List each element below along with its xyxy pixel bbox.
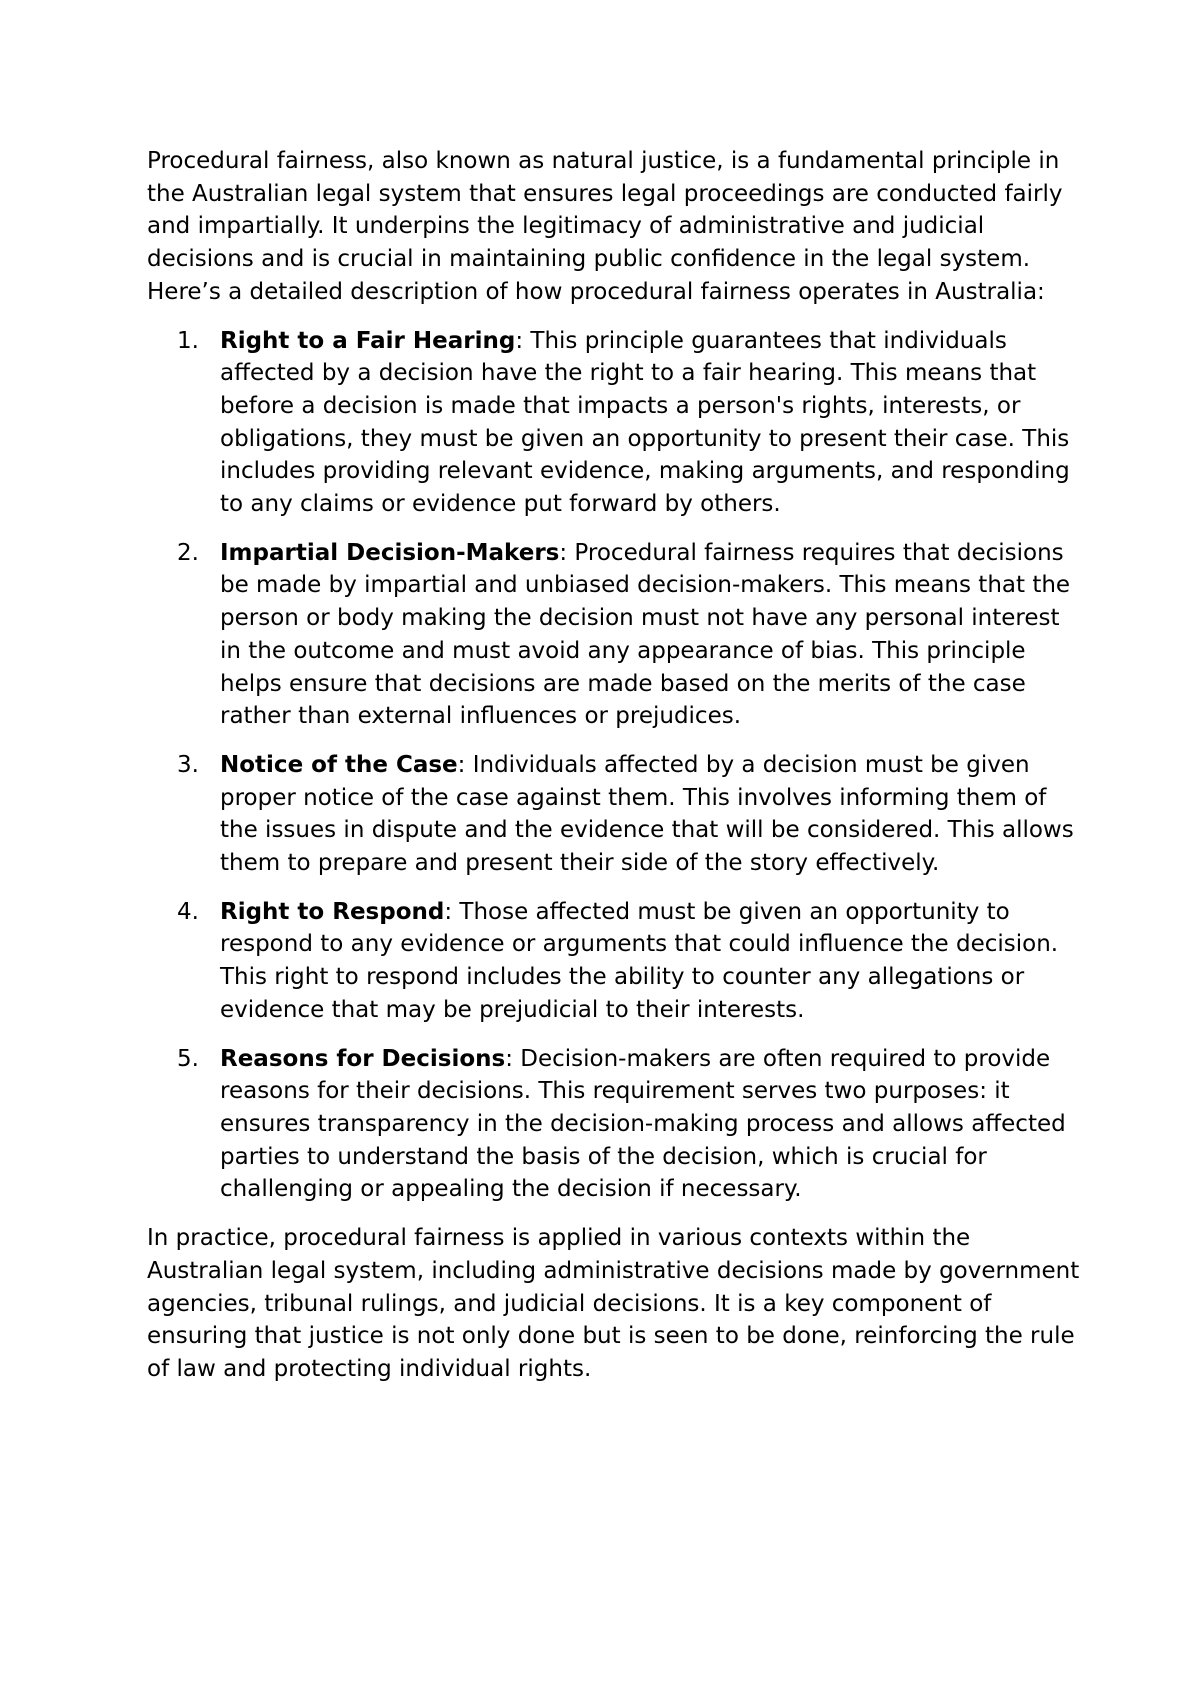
list-item-separator: :	[444, 898, 453, 925]
list-item-term: Right to Respond	[220, 898, 445, 925]
list-item-term: Reasons for Decisions	[220, 1045, 506, 1072]
list-item-text: This principle guarantees that individuals affected by a decision have the right to a fair hearing. This means that before a decision is made that impacts a person's rights, interests, or obligations, they must be given an opportunity to present their case. This includes providing relevant evidence, making arguments, and responding to any claims or evidence put forward by others.	[220, 327, 1070, 518]
list-item-term: Impartial Decision-Makers	[220, 539, 560, 566]
list-item	[147, 896, 1082, 1027]
conclusion-paragraph: In practice, procedural fairness is applied in various contexts within the Australian legal system, including administrative decisions made by government agencies, tribunal rulings, and judicial decisions. It is a key component of ensuring that justice is not only done but is seen to be done, reinforcing the rule of law and protecting individual rights.	[147, 1225, 1080, 1382]
list-item-separator: :	[559, 539, 568, 566]
list-item-text: Procedural fairness requires that decisions be made by impartial and unbiased decision-makers. This means that the person or body making the decision must not have any personal interest in the outcome and must avoid any appearance of bias. This principle helps ensure that decisions are made based on the merits of the case rather than external influences or prejudices.	[220, 539, 1071, 730]
list-item-number: 5.	[177, 1045, 199, 1072]
list-item	[147, 325, 1082, 521]
list-item-number: 1.	[177, 327, 199, 354]
document-page	[147, 145, 1082, 1386]
list-item-text: Individuals affected by a decision must be given proper notice of the case against them. This involves informing them of the issues in dispute and the evidence that will be considered. This allows them to prepare and present their side of the story effectively.	[220, 751, 1074, 877]
list-item-term: Notice of the Case	[220, 751, 458, 778]
list-item	[147, 749, 1082, 880]
list-item-text: Decision-makers are often required to provide reasons for their decisions. This requirement serves two purposes: it ensures transparency in the decision-making process and allows affected parties to understand the basis of the decision, which is crucial for challenging or appealing the decision if necessary.	[220, 1045, 1066, 1203]
list-item-separator: :	[505, 1045, 513, 1072]
list-item	[147, 1043, 1082, 1207]
list-item-text: Those affected must be given an opportunity to respond to any evidence or arguments that could influence the decision. This right to respond includes the ability to counter any allegations or evidence that may be prejudicial to their interests.	[220, 898, 1059, 1023]
list-item-number: 2.	[177, 539, 199, 566]
list-item-separator: :	[515, 327, 524, 354]
list-item-number: 3.	[177, 751, 199, 778]
list-item-term: Right to a Fair Hearing	[220, 327, 516, 354]
principles-list	[147, 325, 1082, 1207]
list-item-separator: :	[457, 751, 466, 778]
list-item-number: 4.	[177, 898, 199, 925]
intro-paragraph: Procedural fairness, also known as natural justice, is a fundamental principle in the Australian legal system that ensures legal proceedings are conducted fairly and impartially. It underpins the legitimacy of administrative and judicial decisions and is crucial in maintaining public confidence in the legal system. Here’s a detailed description of how procedural fairness operates in Australia:	[147, 148, 1063, 305]
list-item	[147, 537, 1082, 733]
